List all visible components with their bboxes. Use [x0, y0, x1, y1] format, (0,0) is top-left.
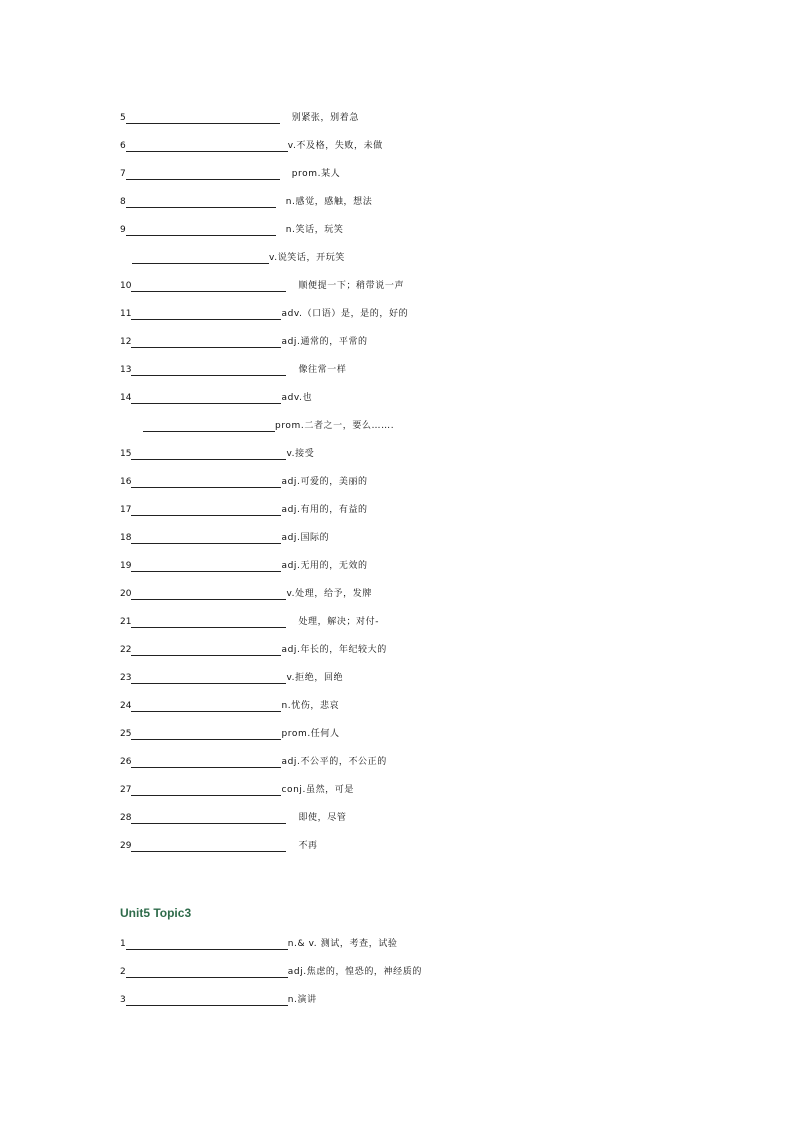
list-item	[120, 390, 312, 404]
list-item	[120, 936, 398, 950]
item-definition: n.忧伤，悲哀	[281, 701, 340, 711]
answer-blank[interactable]	[126, 198, 276, 208]
item-number: 1	[120, 939, 126, 949]
list-item	[120, 726, 340, 740]
list-item	[120, 446, 314, 460]
list-item	[120, 222, 344, 236]
item-definition: adv.（口语）是，是的，好的	[281, 309, 409, 319]
item-definition: adj.有用的，有益的	[281, 505, 368, 515]
item-definition: 不再	[298, 841, 318, 851]
item-number: 29	[120, 841, 132, 851]
item-number: 11	[120, 309, 132, 319]
answer-blank[interactable]	[131, 506, 281, 516]
list-item	[120, 558, 368, 572]
answer-blank[interactable]	[126, 114, 280, 124]
list-item	[120, 138, 383, 152]
list-item	[120, 334, 368, 348]
answer-blank[interactable]	[126, 940, 288, 950]
list-item	[120, 670, 343, 684]
list-item	[120, 502, 368, 516]
item-number: 18	[120, 533, 132, 543]
item-definition: n.演讲	[287, 995, 317, 1005]
answer-blank[interactable]	[131, 842, 286, 852]
item-number: 2	[120, 967, 126, 977]
section-heading: Unit5 Topic3	[120, 906, 192, 920]
item-number: 12	[120, 337, 132, 347]
list-item	[120, 964, 422, 978]
item-definition: 像往常一样	[298, 365, 347, 375]
answer-blank[interactable]	[131, 450, 286, 460]
answer-blank[interactable]	[132, 254, 269, 264]
item-definition: v.说笑话，开玩笑	[269, 253, 345, 263]
item-number: 5	[120, 113, 126, 123]
item-number: 13	[120, 365, 132, 375]
answer-blank[interactable]	[131, 338, 281, 348]
answer-blank[interactable]	[131, 618, 286, 628]
list-item	[120, 362, 346, 376]
item-definition: n.& v. 测试，考查，试验	[287, 939, 398, 949]
item-definition: adj.无用的，无效的	[281, 561, 368, 571]
answer-blank[interactable]	[131, 646, 281, 656]
answer-blank[interactable]	[126, 226, 276, 236]
item-number: 3	[120, 995, 126, 1005]
item-definition: adj.焦虑的，惶恐的，神经质的	[287, 967, 422, 977]
answer-blank[interactable]	[131, 786, 281, 796]
item-definition: adj.可爱的，美丽的	[281, 477, 368, 487]
item-definition: prom.某人	[291, 169, 341, 179]
list-item	[120, 474, 368, 488]
item-number: 20	[120, 589, 132, 599]
list-item	[120, 194, 372, 208]
answer-blank[interactable]	[126, 968, 288, 978]
item-definition: 顺便提一下；稍带说一声	[298, 281, 405, 291]
item-definition: prom.任何人	[281, 729, 340, 739]
item-definition: adj.不公平的，不公正的	[281, 757, 387, 767]
list-item	[120, 810, 346, 824]
list-item	[120, 642, 387, 656]
item-definition: n.笑话，玩笑	[285, 225, 344, 235]
answer-blank[interactable]	[131, 674, 286, 684]
item-definition: conj.虽然，可是	[281, 785, 354, 795]
item-number: 19	[120, 561, 132, 571]
item-number: 10	[120, 281, 132, 291]
item-definition: 别紧张，别着急	[291, 113, 359, 123]
answer-blank[interactable]	[131, 758, 281, 768]
answer-blank[interactable]	[143, 422, 275, 432]
item-number: 22	[120, 645, 132, 655]
answer-blank[interactable]	[131, 562, 281, 572]
list-item	[120, 782, 354, 796]
answer-blank[interactable]	[131, 282, 286, 292]
answer-blank[interactable]	[131, 394, 281, 404]
list-item	[120, 530, 329, 544]
item-number: 24	[120, 701, 132, 711]
item-number: 28	[120, 813, 132, 823]
list-item	[132, 250, 345, 264]
item-number: 21	[120, 617, 132, 627]
item-number: 25	[120, 729, 132, 739]
answer-blank[interactable]	[131, 702, 281, 712]
answer-blank[interactable]	[131, 814, 286, 824]
item-number: 6	[120, 141, 126, 151]
item-number: 14	[120, 393, 132, 403]
item-number: 8	[120, 197, 126, 207]
list-item	[120, 278, 404, 292]
item-definition: 处理，解决；对付-	[298, 617, 380, 627]
item-number: 16	[120, 477, 132, 487]
item-definition: n.感觉，感触，想法	[285, 197, 373, 207]
item-definition: 即使，尽管	[298, 813, 347, 823]
item-number: 9	[120, 225, 126, 235]
list-item	[120, 166, 340, 180]
answer-blank[interactable]	[131, 366, 286, 376]
list-item	[120, 110, 359, 124]
item-number: 23	[120, 673, 132, 683]
item-number: 27	[120, 785, 132, 795]
item-definition: prom.二者之一，要么…….	[275, 421, 395, 431]
answer-blank[interactable]	[131, 478, 281, 488]
list-item	[120, 306, 408, 320]
item-number: 17	[120, 505, 132, 515]
list-item	[120, 992, 317, 1006]
list-item	[120, 614, 379, 628]
item-definition: v.处理，给予，发牌	[286, 589, 372, 599]
list-item	[120, 754, 387, 768]
item-definition: v.拒绝，回绝	[286, 673, 344, 683]
answer-blank[interactable]	[131, 730, 281, 740]
answer-blank[interactable]	[126, 996, 288, 1006]
answer-blank[interactable]	[131, 310, 281, 320]
item-definition: v.不及格，失败，未做	[287, 141, 383, 151]
item-definition: adv.也	[281, 393, 313, 403]
answer-blank[interactable]	[131, 590, 286, 600]
answer-blank[interactable]	[126, 142, 288, 152]
item-definition: v.接受	[286, 449, 315, 459]
item-definition: adj.年长的，年纪较大的	[281, 645, 387, 655]
item-definition: adj.国际的	[281, 533, 330, 543]
item-number: 7	[120, 169, 126, 179]
item-number: 15	[120, 449, 132, 459]
list-item	[120, 838, 318, 852]
list-item	[120, 586, 372, 600]
answer-blank[interactable]	[126, 170, 280, 180]
item-definition: adj.通常的，平常的	[281, 337, 368, 347]
list-item	[143, 418, 394, 432]
answer-blank[interactable]	[131, 534, 281, 544]
list-item	[120, 698, 339, 712]
item-number: 26	[120, 757, 132, 767]
